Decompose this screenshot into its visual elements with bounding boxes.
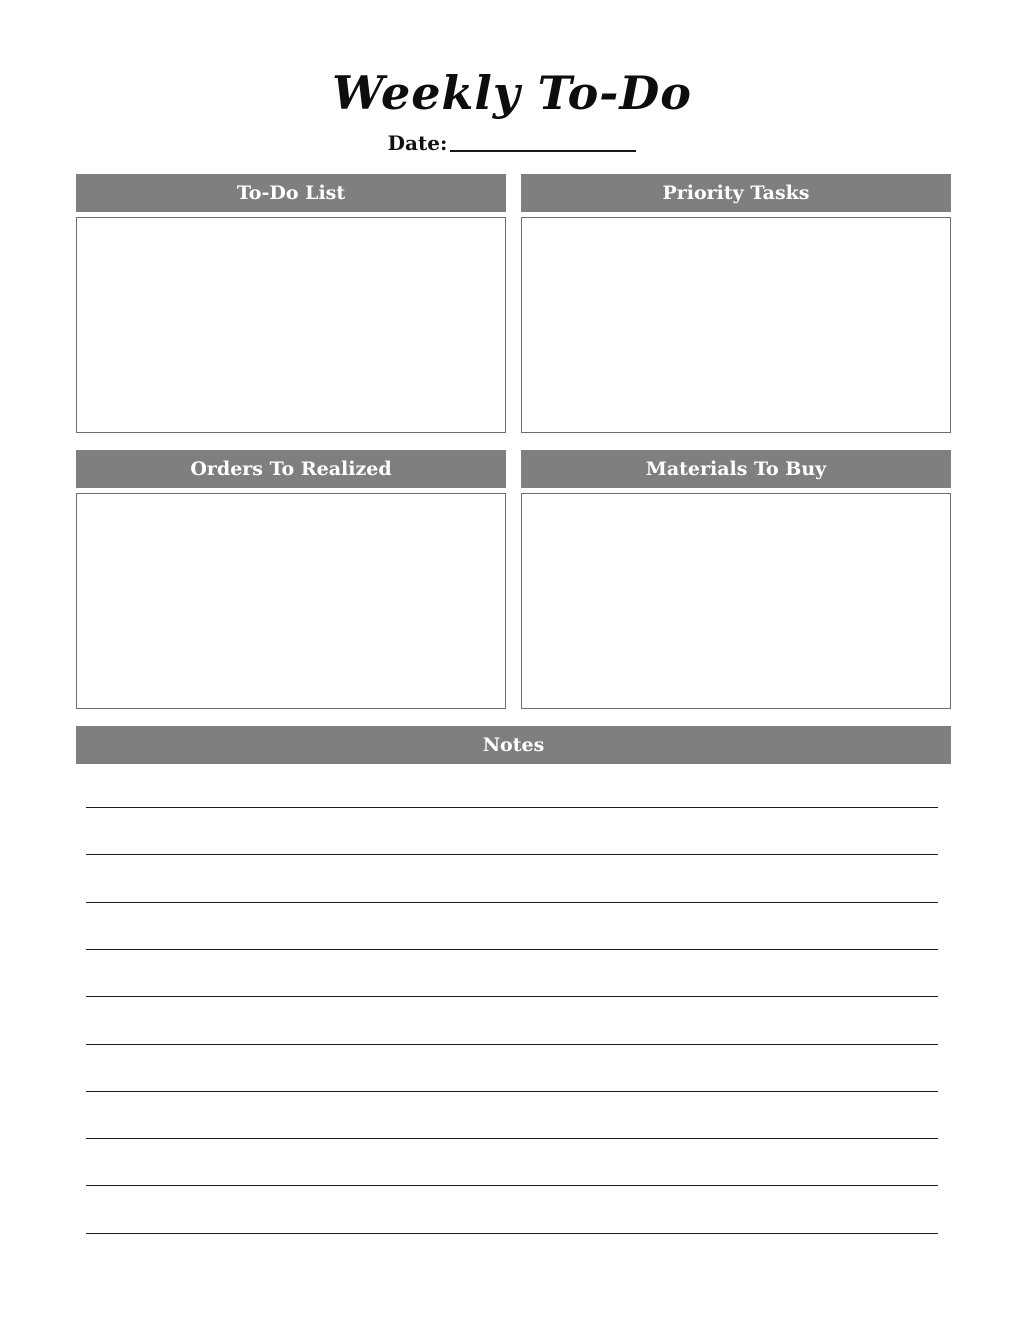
note-line[interactable]: [86, 854, 938, 855]
todo-list-box[interactable]: [76, 217, 506, 433]
orders-to-realized-box[interactable]: [76, 493, 506, 709]
todo-list-header: To-Do List: [76, 174, 506, 212]
note-line[interactable]: [86, 1044, 938, 1045]
note-line[interactable]: [86, 996, 938, 997]
note-line[interactable]: [86, 1138, 938, 1139]
note-line[interactable]: [86, 1185, 938, 1186]
priority-tasks-header: Priority Tasks: [521, 174, 951, 212]
date-label: Date:: [387, 131, 448, 155]
date-input-line[interactable]: [450, 150, 636, 152]
note-line[interactable]: [86, 902, 938, 903]
note-line[interactable]: [86, 807, 938, 808]
note-line[interactable]: [86, 1233, 938, 1234]
notes-header: Notes: [76, 726, 951, 764]
page-title: Weekly To-Do: [332, 66, 692, 120]
materials-to-buy-box[interactable]: [521, 493, 951, 709]
materials-to-buy-header: Materials To Buy: [521, 450, 951, 488]
date-field[interactable]: [0, 130, 1024, 156]
note-line[interactable]: [86, 1091, 938, 1092]
note-line[interactable]: [86, 949, 938, 950]
priority-tasks-box[interactable]: [521, 217, 951, 433]
orders-to-realized-header: Orders To Realized: [76, 450, 506, 488]
